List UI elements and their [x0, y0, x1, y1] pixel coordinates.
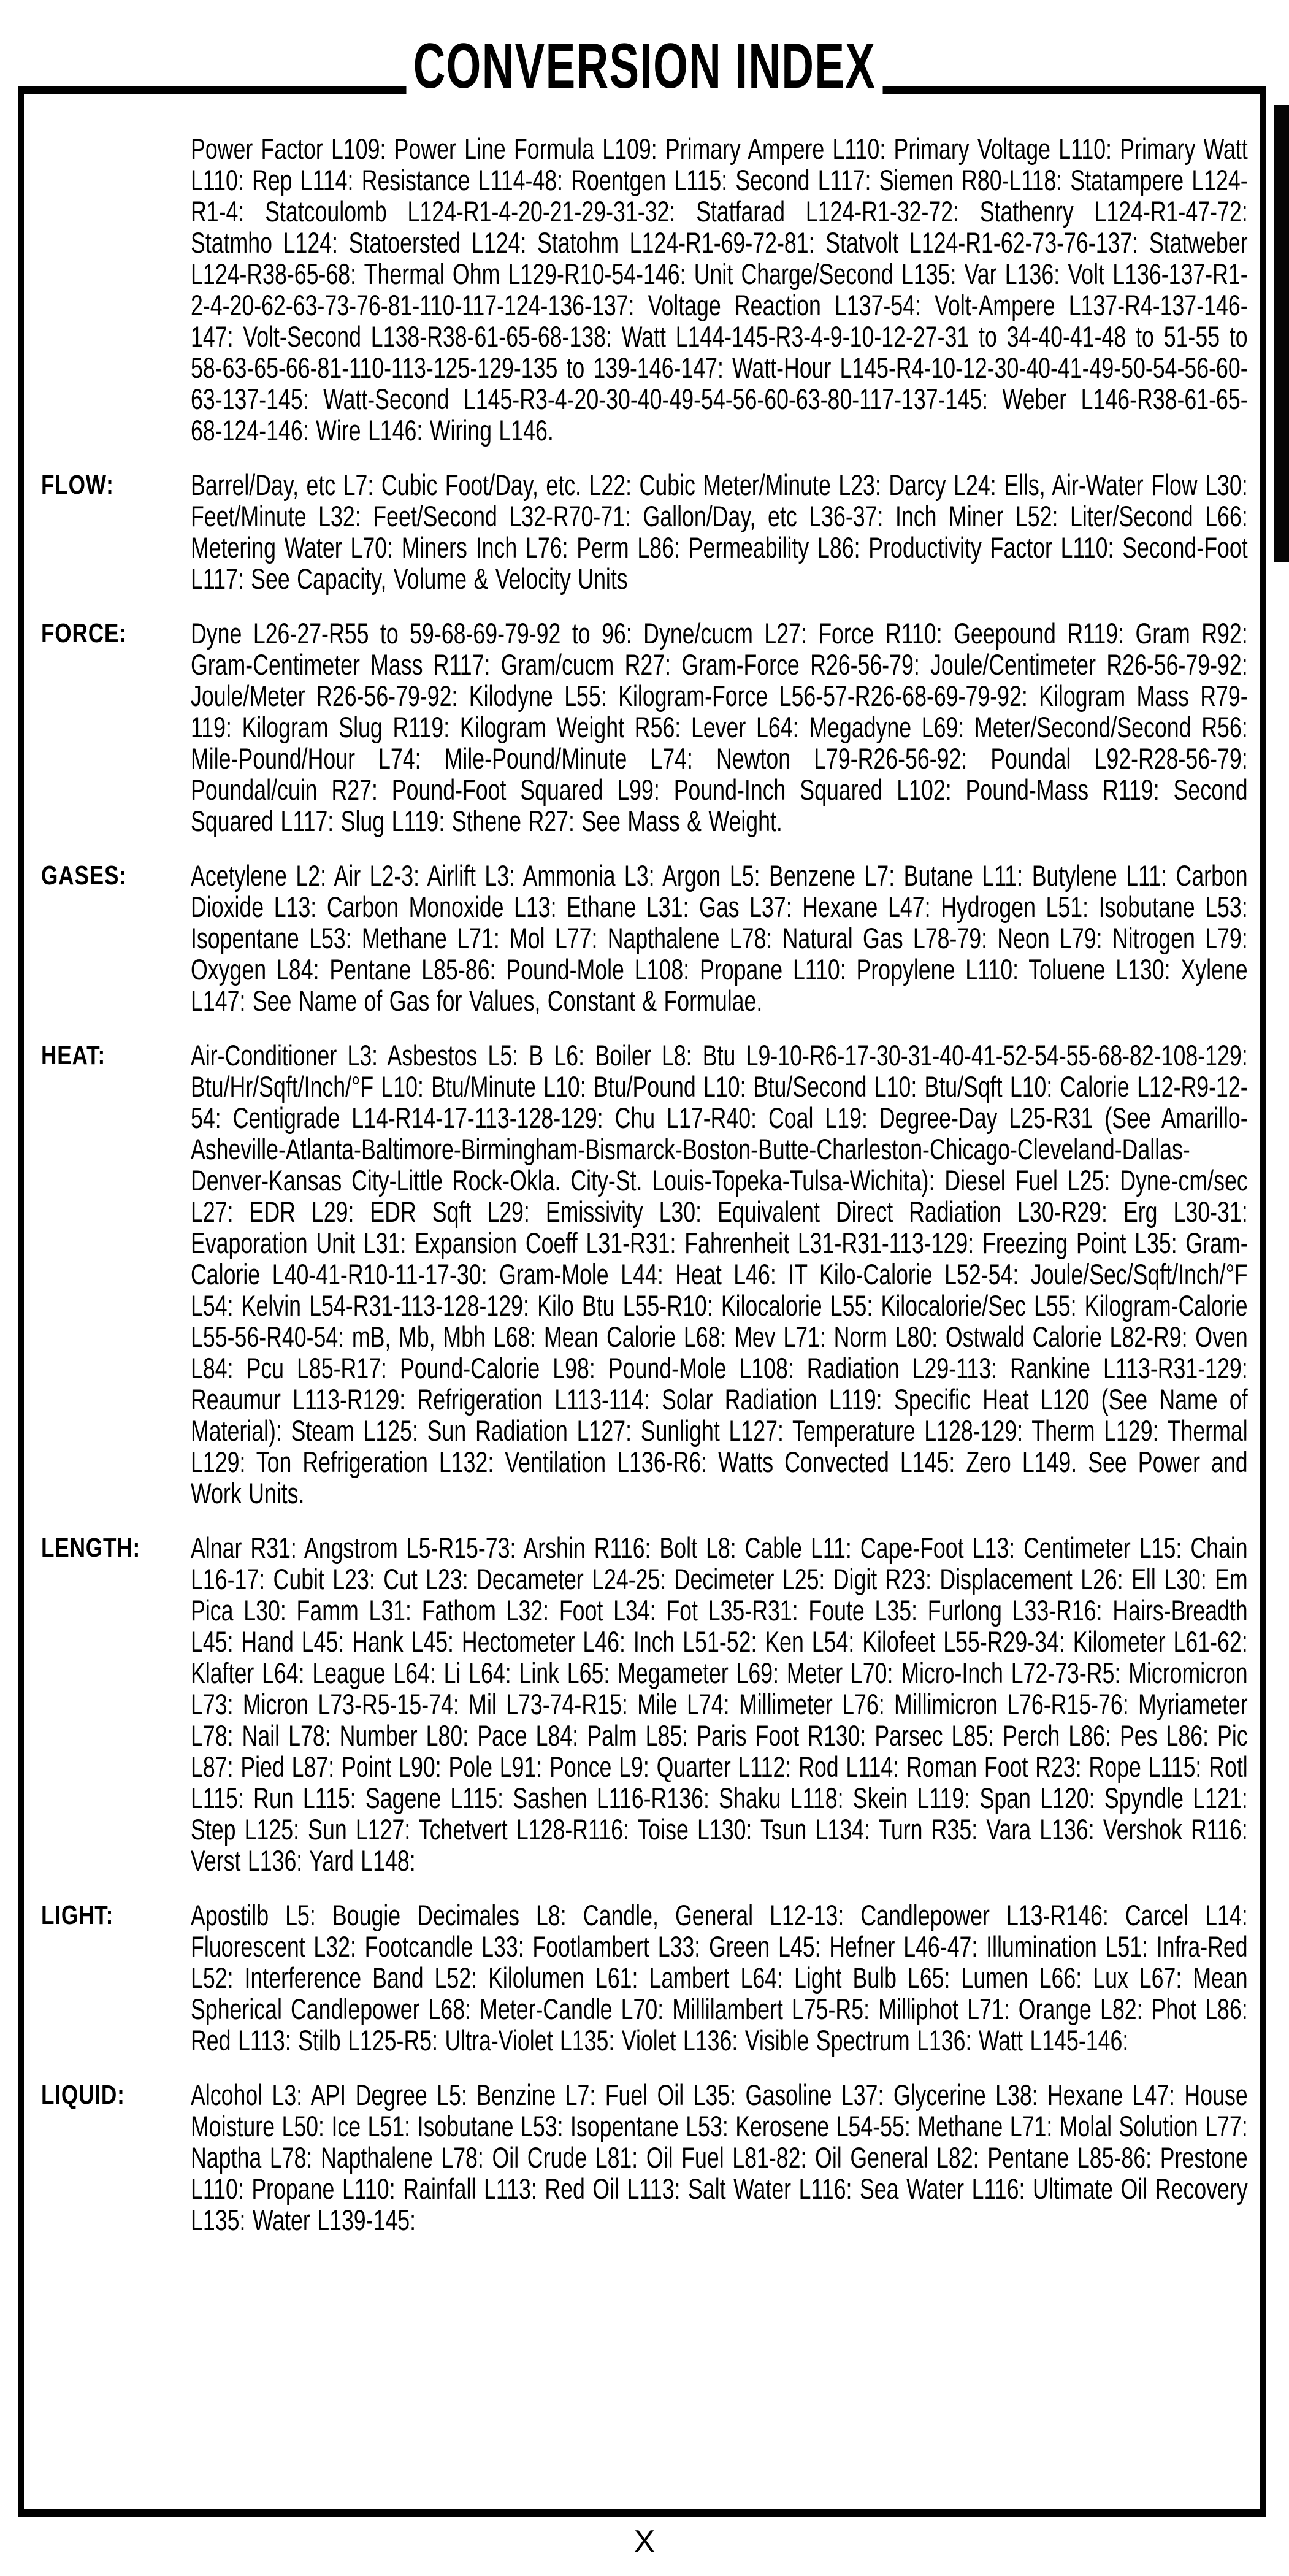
category-text-cell	[191, 1899, 1260, 2056]
category-label: LENGTH:	[41, 1533, 141, 1563]
index-entry-row	[24, 618, 1260, 837]
category-label: HEAT:	[41, 1040, 106, 1070]
page-header	[0, 31, 1289, 102]
category-text: Apostilb L5: Bougie Decimales L8: Candle, General L12-13: Candlepower L13-R146: Carcel L14: Fluorescent L32: Footcandle L33: Footlambert L33: Green L45: Hefner L46-47: Illumination L51: Infra-Red L52: Interference Band L52: Kilolumen L61: Lambert L64: Light Bulb L65: Lumen L66: Lux L67: Mean Spherical Candlepower L68: Meter-Candle L70: Millilambert L75-R5: Milliphot L71: Orange L82: Phot L86: Red L113: Stilb L125-R5: Ultra-Violet L135: Violet L136: Visible Spectrum L136: Watt L145-146:	[191, 1899, 1248, 2057]
index-box	[18, 86, 1266, 2517]
category-text-cell	[191, 1040, 1260, 1509]
category-label-cell	[24, 133, 191, 144]
page-number: X	[633, 2524, 656, 2559]
category-label: FORCE:	[41, 618, 127, 648]
category-text: Acetylene L2: Air L2-3: Airlift L3: Ammonia L3: Argon L5: Benzene L7: Butane L11: Butylene L11: Carbon Dioxide L13: Carbon Monoxide L13: Ethane L31: Gas L37: Hexane L47: Hydrogen L51: Isobutane L53: Isopentane L53: Methane L71: Mol L77: Napthalene L78: Natural Gas L78-79: Neon L79: Nitrogen L79: Oxygen L84: Pentane L85-86: Pound-Mole L108: Propane L110: Propylene L110: Toluene L130: Xylene L147: See Name of Gas for Values, Constant & Formulae.	[191, 859, 1248, 1017]
category-label-cell	[24, 860, 191, 891]
category-text: Barrel/Day, etc L7: Cubic Foot/Day, etc. L22: Cubic Meter/Minute L23: Darcy L24: Ells, Air-Water Flow L30: Feet/Minute L32: Feet/Second L32-R70-71: Gallon/Day, etc L36-37: Inch Miner L52: Liter/Second L66: Metering Water L70: Miners Inch L76: Perm L86: Permeability L86: Productivity Factor L110: Second-Foot L117: See Capacity, Volume & Velocity Units	[191, 469, 1248, 595]
index-entry-row	[24, 1040, 1260, 1509]
category-label-cell	[24, 2079, 191, 2110]
category-text-cell	[191, 469, 1260, 594]
category-text: Power Factor L109: Power Line Formula L109: Primary Ampere L110: Primary Voltage L110: Primary Watt L110: Rep L114: Resistance L114-48: Roentgen L115: Second L117: Siemen R80-L118: Statampere L124-R1-4: Statcoulomb L124-R1-4-20-21-29-31-32: Statfarad L124-R1-32-72: Stathenry L124-R1-47-72: Statmho L124: Statoersted L124: Statohm L124-R1-69-72-81: Statvolt L124-R1-62-73-76-137: Statweber L124-R38-65-68: Thermal Ohm L129-R10-54-146: Unit Charge/Second L135: Var L136: Volt L136-137-R1-2-4-20-62-63-73-76-81-110-117-124-136-137: Voltage Reaction L137-54: Volt-Ampere L137-R4-137-146-147: Volt-Second L138-R38-61-65-68-138: Watt L144-145-R3-4-9-10-12-27-31 to 34-40-41-48 to 51-55 to 58-63-65-66-81-110-113-125-129-135 to 139-146-147: Watt-Hour L145-R4-10-12-30-40-41-49-50-54-56-60-63-137-145: Watt-Second L145-R3-4-20-30-40-49-54-56-60-63-80-117-137-145: Weber L146-R38-61-65-68-124-146: Wire L146: Wiring L146.	[191, 132, 1248, 447]
category-label-cell	[24, 618, 191, 649]
category-text-cell	[191, 860, 1260, 1016]
category-text: Dyne L26-27-R55 to 59-68-69-79-92 to 96: Dyne/cucm L27: Force R110: Geepound R119: Gram R92: Gram-Centimeter Mass R117: Gram/cucm R27: Gram-Force R26-56-79: Joule/Centimeter R26-56-79-92: Joule/Meter R26-56-79-92: Kilodyne L55: Kilogram-Force L56-57-R26-68-69-79-92: Kilogram Mass R79-119: Kilogram Slug R119: Kilogram Weight R56: Lever L64: Megadyne L69: Meter/Second/Second R56: Mile-Pound/Hour L74: Mile-Pound/Minute L74: Newton L79-R26-56-92: Poundal L92-R28-56-79: Poundal/cuin R27: Pound-Foot Squared L99: Pound-Inch Squared L102: Pound-Mass R119: Second Squared L117: Slug L119: Sthene R27: See Mass & Weight.	[191, 617, 1248, 837]
category-label-cell	[24, 1040, 191, 1071]
scan-edge-artifact	[1274, 105, 1289, 562]
category-label-cell	[24, 1532, 191, 1563]
category-label: LIGHT:	[41, 1900, 114, 1930]
category-label: FLOW:	[41, 470, 114, 500]
index-entry-row	[24, 469, 1260, 594]
index-entry-row	[24, 133, 1260, 446]
category-label: GASES:	[41, 861, 127, 891]
category-text-cell	[191, 618, 1260, 837]
index-entry-row	[24, 860, 1260, 1016]
category-label-cell	[24, 469, 191, 500]
category-text: Air-Conditioner L3: Asbestos L5: B L6: Boiler L8: Btu L9-10-R6-17-30-31-40-41-52-54-55-68-82-108-129: Btu/Hr/Sqft/Inch/°F L10: Btu/Minute L10: Btu/Pound L10: Btu/Second L10: Btu/Sqft L10: Calorie L12-R9-12-54: Centigrade L14-R14-17-113-128-129: Chu L17-R40: Coal L19: Degree-Day L25-R31 (See Amarillo-Asheville-Atlanta-Baltimore-Birmingham-Bismarck-Boston-Butte-Charleston-Chicago-Cleveland-Dallas-Denver-Kansas City-Little Rock-Okla. City-St. Louis-Topeka-Tulsa-Wichita): Diesel Fuel L25: Dyne-cm/sec L27: EDR L29: EDR Sqft L29: Emissivity L30: Equivalent Direct Radiation L30-R29: Erg L30-31: Evaporation Unit L31: Expansion Coeff L31-R31: Fahrenheit L31-R31-113-129: Freezing Point L35: Gram-Calorie L40-41-R10-11-17-30: Gram-Mole L44: Heat L46: IT Kilo-Calorie L52-54: Joule/Sec/Sqft/Inch/°F L54: Kelvin L54-R31-113-128-129: Kilo Btu L55-R10: Kilocalorie L55: Kilocalorie/Sec L55: Kilogram-Calorie L55-56-R40-54: mB, Mb, Mbh L68: Mean Calorie L68: Mev L71: Norm L80: Ostwald Calorie L82-R9: Oven L84: Pcu L85-R17: Pound-Calorie L98: Pound-Mole L108: Radiation L29-113: Rankine L113-R31-129: Reaumur L113-R129: Refrigeration L113-114: Solar Radiation L119: Specific Heat L120 (See Name of Material): Steam L125: Sun Radiation L127: Sunlight L127: Temperature L128-129: Therm L129: Thermal L129: Ton Refrigeration L132: Ventilation L136-R6: Watts Convected L145: Zero L149. See Power and Work Units.	[191, 1039, 1248, 1509]
category-text-cell	[191, 2079, 1260, 2236]
index-entry-row	[24, 2079, 1260, 2236]
category-label-cell	[24, 1899, 191, 1931]
category-text-cell	[191, 133, 1260, 446]
category-text: Alcohol L3: API Degree L5: Benzine L7: Fuel Oil L35: Gasoline L37: Glycerine L38: Hexane L47: House Moisture L50: Ice L51: Isobutane L53: Isopentane L53: Kerosene L54-55: Methane L71: Molal Solution L77: Naptha L78: Napthalene L78: Oil Crude L81: Oil Fuel L81-82: Oil General L82: Pentane L85-86: Prestone L110: Propane L110: Rainfall L113: Red Oil L113: Salt Water L116: Sea Water L116: Ultimate Oil Recovery L135: Water L139-145:	[191, 2079, 1248, 2236]
index-entry-row	[24, 1532, 1260, 1876]
category-label: LIQUID:	[41, 2080, 125, 2110]
category-text-cell	[191, 1532, 1260, 1876]
index-entry-row	[24, 1899, 1260, 2056]
category-text: Alnar R31: Angstrom L5-R15-73: Arshin R116: Bolt L8: Cable L11: Cape-Foot L13: Centimeter L15: Chain L16-17: Cubit L23: Cut L23: Decameter L24-25: Decimeter L25: Digit R23: Displacement L26: Ell L30: Em Pica L30: Famm L31: Fathom L32: Foot L34: Fot L35-R31: Foute L35: Furlong L33-R16: Hairs-Breadth L45: Hand L45: Hank L45: Hectometer L46: Inch L51-52: Ken L54: Kilofeet L55-R29-34: Kilometer L61-62: Klafter L64: League L64: Li L64: Link L65: Megameter L69: Meter L70: Micro-Inch L72-73-R5: Micromicron L73: Micron L73-R5-15-74: Mil L73-74-R15: Mile L74: Millimeter L76: Millimicron L76-R15-76: Myriameter L78: Nail L78: Number L80: Pace L84: Palm L85: Paris Foot R130: Parsec L85: Perch L86: Pes L86: Pic L87: Pied L87: Point L90: Pole L91: Ponce L9: Quarter L112: Rod L114: Roman Foot R23: Rope L115: Rotl L115: Run L115: Sagene L115: Sashen L116-R136: Shaku L118: Skein L119: Span L120: Spyndle L121: Step L125: Sun L127: Tchetvert L128-R116: Toise L130: Tsun L134: Turn R35: Vara L136: Vershok R116: Verst L136: Yard L148:	[191, 1531, 1248, 1877]
page-title: CONVERSION INDEX	[407, 34, 883, 98]
index-entries	[24, 133, 1260, 2236]
